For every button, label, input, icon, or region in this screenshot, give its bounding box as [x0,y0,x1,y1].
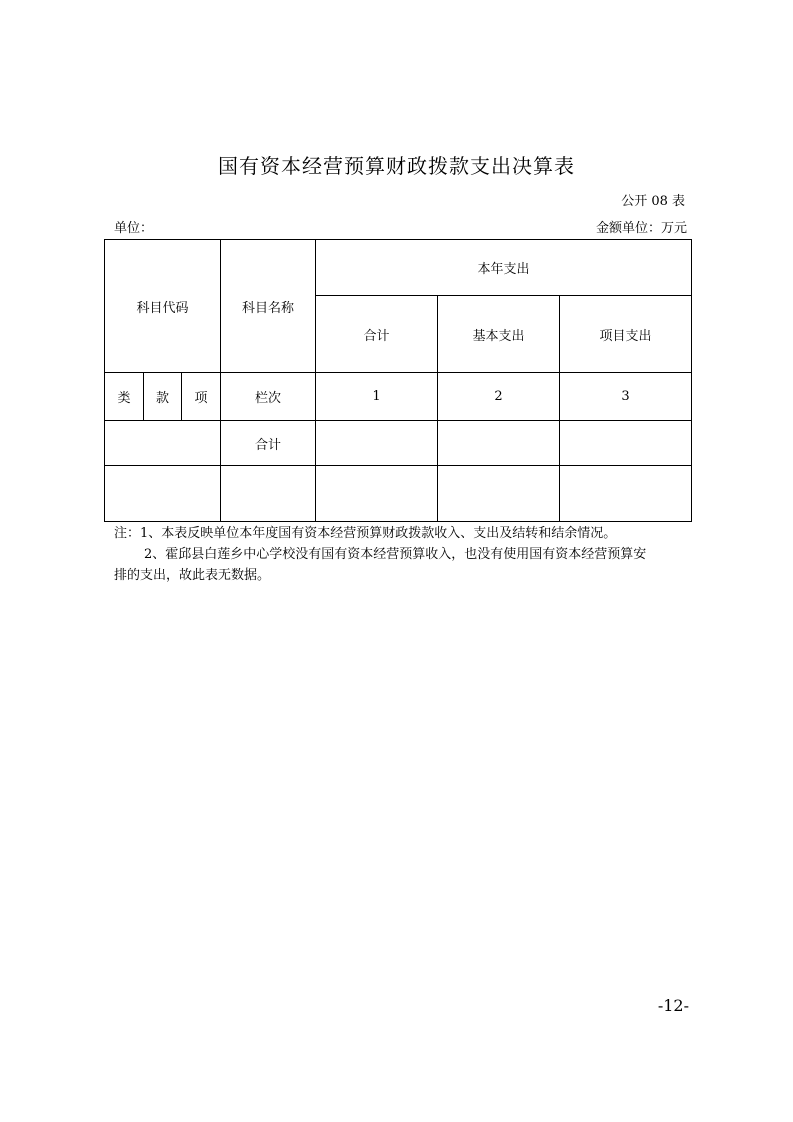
total-value-3 [560,421,692,466]
empty-code-cell [105,466,221,522]
index-1: 1 [316,373,438,421]
unit-label: 单位： [114,221,154,236]
notes [114,523,694,586]
code-kuan: 款 [144,373,182,421]
total-code-cell [105,421,221,466]
header-current-year: 本年支出 [316,240,692,296]
code-lei: 类 [105,373,144,421]
row-index-label: 栏次 [221,373,316,421]
index-2: 2 [438,373,560,421]
total-value-1 [316,421,438,466]
page-title: 国有资本经营预算财政拨款支出决算表 [218,154,575,178]
note-line-1: 注：1、本表反映单位本年度国有资本经营预算财政拨款收入、支出及结转和结余情况。 [114,526,617,541]
header-basic: 基本支出 [438,296,560,373]
header-subject-name: 科目名称 [221,240,316,373]
note-line-2: 2、霍邱县白莲乡中心学校没有国有资本经营预算收入，也没有使用国有资本经营预算安 [144,547,647,562]
page-number: -12- [657,996,689,1015]
note-line-3: 排的支出，故此表无数据。 [114,568,271,583]
amount-unit: 金额单位：万元 [595,221,687,236]
empty-value-2 [438,466,560,522]
empty-value-3 [560,466,692,522]
header-row-1 [105,240,692,296]
header-subject-code: 科目代码 [105,240,221,373]
total-row [105,421,692,466]
empty-row [105,466,692,522]
total-label: 合计 [221,421,316,466]
empty-name-cell [221,466,316,522]
code-xiang: 项 [182,373,221,421]
header-project: 项目支出 [560,296,692,373]
expenditure-table [104,239,692,522]
form-number: 公开 08 表 [621,194,685,209]
index-row [105,373,692,421]
total-value-2 [438,421,560,466]
index-3: 3 [560,373,692,421]
empty-value-1 [316,466,438,522]
header-total: 合计 [316,296,438,373]
